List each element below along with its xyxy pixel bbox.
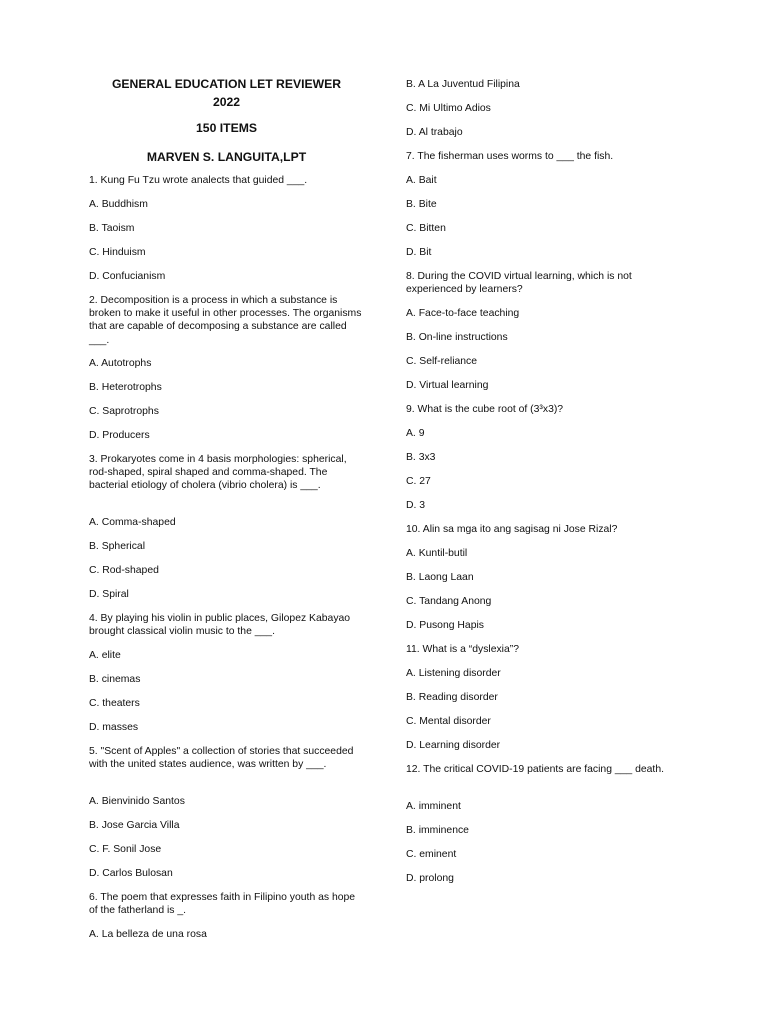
option-line: A. Listening disorder: [406, 668, 501, 679]
option-line: C. Mi Ultimo Adios: [406, 103, 491, 114]
option-line: D. Bit: [406, 247, 432, 258]
question-12: 12. The critical COVID-19 patients are facing ___ death.: [406, 764, 664, 775]
option-line: A. Autotrophs: [89, 358, 152, 369]
option-line: A. Bait: [406, 175, 437, 186]
option-line: B. imminence: [406, 825, 469, 836]
option-line: D. 3: [406, 500, 426, 511]
question-11: 11. What is a “dyslexia”?: [406, 644, 519, 655]
question-7: 7. The fisherman uses worms to ___ the fish.: [406, 151, 614, 162]
option-line: B. Bite: [406, 199, 437, 210]
option-line: B. Reading disorder: [406, 692, 498, 703]
question-1: 1. Kung Fu Tzu wrote analects that guided ___.: [89, 175, 308, 186]
option-line: D. Producers: [89, 430, 150, 441]
option-line: B. On-line instructions: [406, 332, 508, 343]
question-6: 6. The poem that expresses faith in Filipino youth as hope of the fatherland is _.: [89, 892, 356, 917]
option-line: B. cinemas: [89, 674, 141, 685]
option-line: D. Pusong Hapis: [406, 620, 484, 631]
option-line: B. Laong Laan: [406, 572, 474, 583]
option-line: C. Tandang Anong: [406, 596, 492, 607]
option-line: B. A La Juventud Filipina: [406, 79, 520, 90]
option-line: B. Taoism: [89, 223, 135, 234]
option-line: B. Jose Garcia Villa: [89, 820, 180, 831]
option-line: D. Al trabajo: [406, 127, 463, 138]
question-9: 9. What is the cube root of (3³x3)?: [406, 404, 564, 415]
question-10: 10. Alin sa mga ito ang sagisag ni Jose Rizal?: [406, 524, 618, 535]
option-line: A. Kuntil-butil: [406, 548, 468, 559]
option-line: C. F. Sonil Jose: [89, 844, 162, 855]
option-line: A. Face-to-face teaching: [406, 308, 520, 319]
option-line: C. Self-reliance: [406, 356, 478, 367]
option-line: C. Mental disorder: [406, 716, 491, 727]
document-title: GENERAL EDUCATION LET REVIEWER: [111, 77, 342, 91]
option-line: D. Learning disorder: [406, 740, 501, 751]
question-4: 4. By playing his violin in public places, Gilopez Kabayao brought classical violin music to the ___.: [89, 613, 351, 638]
option-line: C. Rod-shaped: [89, 565, 159, 576]
question-2: 2. Decomposition is a process in which a substance is broken to make it useful in other processes. The organisms that are capable of decomposing a substance are called ___.: [89, 295, 362, 346]
option-line: D. Confucianism: [89, 271, 166, 282]
question-5: 5. "Scent of Apples" a collection of stories that succeeded with the united states audience, was written by ___.: [89, 746, 354, 771]
option-line: B. Spherical: [89, 541, 146, 552]
option-line: D. Virtual learning: [406, 380, 489, 391]
author-name: MARVEN S. LANGUITA,LPT: [146, 150, 307, 164]
option-line: A. elite: [89, 650, 121, 661]
option-line: C. Hinduism: [89, 247, 146, 258]
option-line: A. imminent: [406, 801, 461, 812]
option-line: A. Comma-shaped: [89, 517, 176, 528]
option-line: D. masses: [89, 722, 139, 733]
option-line: A. Buddhism: [89, 199, 148, 210]
option-line: C. eminent: [406, 849, 457, 860]
option-line: A. Bienvinido Santos: [89, 796, 185, 807]
option-line: B. 3x3: [406, 452, 436, 463]
option-line: C. theaters: [89, 698, 140, 709]
question-3: 3. Prokaryotes come in 4 basis morphologies: spherical, rod-shaped, spiral shaped and comma-shaped. The bacterial etiology of cholera (vibrio cholera) is ___.: [89, 454, 347, 492]
option-line: C. Bitten: [406, 223, 446, 234]
option-line: B. Heterotrophs: [89, 382, 162, 393]
option-line: D. Spiral: [89, 589, 129, 600]
items-count: 150 ITEMS: [196, 121, 257, 135]
option-line: A. 9: [406, 428, 425, 439]
option-line: A. La belleza de una rosa: [89, 929, 207, 940]
option-line: C. Saprotrophs: [89, 406, 159, 417]
question-8: 8. During the COVID virtual learning, which is not experienced by learners?: [406, 271, 632, 296]
option-line: C. 27: [406, 476, 431, 487]
option-line: D. prolong: [406, 873, 454, 884]
option-line: D. Carlos Bulosan: [89, 868, 173, 879]
document-year: 2022: [212, 95, 241, 109]
